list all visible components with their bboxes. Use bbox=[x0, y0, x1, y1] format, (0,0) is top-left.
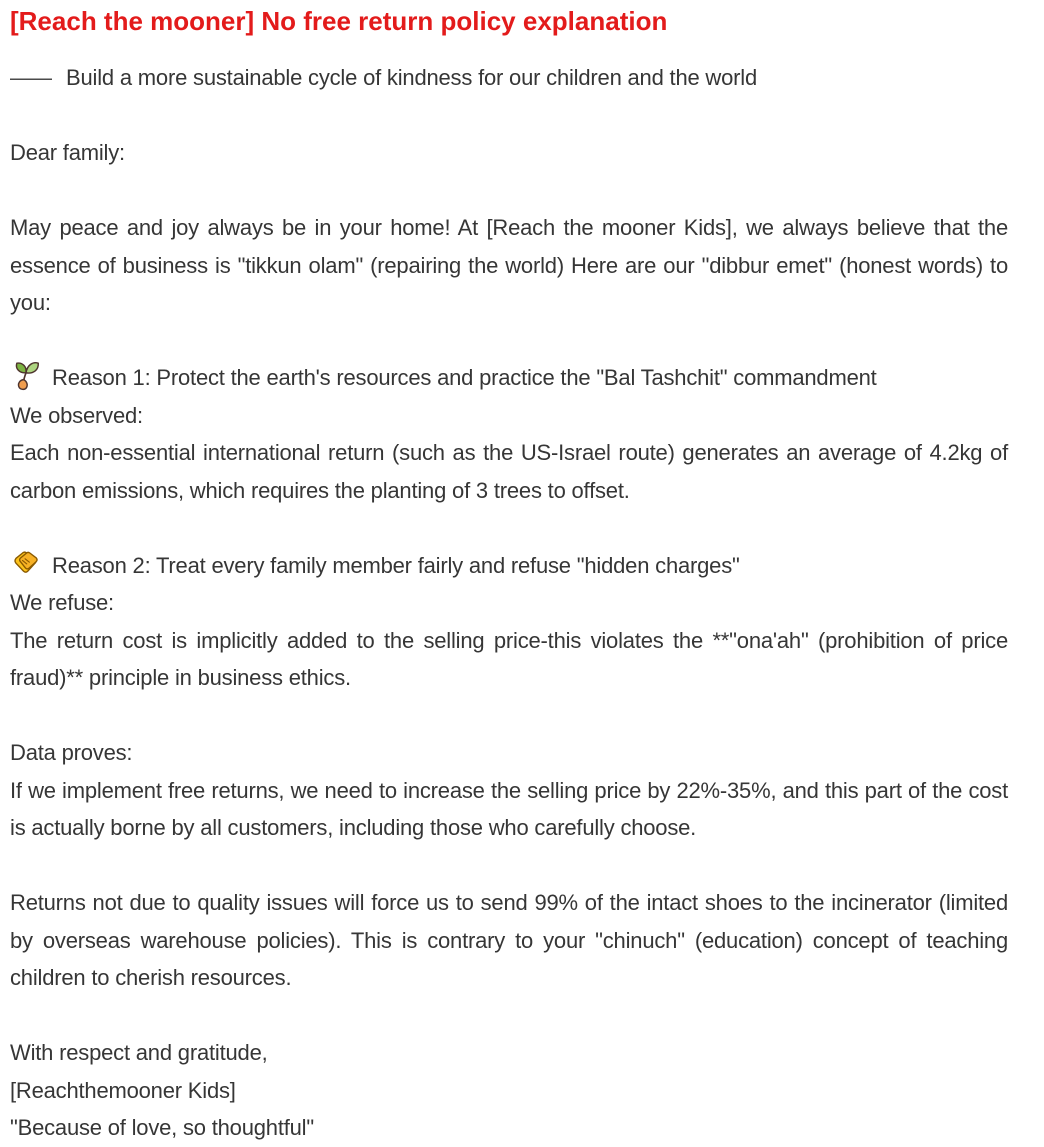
subtitle-line bbox=[10, 59, 1008, 97]
reason-2-section bbox=[10, 547, 1008, 697]
incinerator-paragraph: Returns not due to quality issues will force us to send 99% of the intact shoes to the incinerator (limited by overseas warehouse policies). This is contrary to your "chinuch" (education) concept of teaching children to cherish resources. bbox=[10, 890, 1008, 990]
closing-section bbox=[10, 1034, 1008, 1147]
reason-2-body: The return cost is implicitly added to the selling price-this violates the **"ona'ah" (prohibition of price fraud)** principle in business ethics. bbox=[10, 627, 1008, 690]
greeting: Dear family: bbox=[10, 140, 125, 165]
data-proof-body: If we implement free returns, we need to increase the selling price by 22%-35%, and this part of the cost is actually borne by all customers, including those who carefully choose. bbox=[10, 777, 1008, 840]
intro-paragraph: May peace and joy always be in your home! At [Reach the mooner Kids], we always believe that the essence of business is "tikkun olam" (repairing the world) Here are our "dibbur emet" (honest words) to you: bbox=[10, 215, 1008, 315]
subtitle-text: Build a more sustainable cycle of kindness for our children and the world bbox=[66, 65, 758, 90]
em-dash: —— bbox=[10, 65, 50, 90]
handshake-icon bbox=[10, 548, 41, 579]
seedling-icon bbox=[10, 360, 41, 391]
closing-signoff: With respect and gratitude, bbox=[10, 1040, 268, 1065]
data-proof-section bbox=[10, 734, 1008, 847]
reason-1-heading-text: Reason 1: Protect the earth's resources and practice the "Bal Tashchit" commandment bbox=[52, 365, 877, 390]
reason-1-section bbox=[10, 359, 1008, 509]
closing-brand: [Reachthemooner Kids] bbox=[10, 1077, 236, 1103]
reason-2-heading-text: Reason 2: Treat every family member fairly and refuse "hidden charges" bbox=[52, 552, 740, 578]
data-proof-label: Data proves: bbox=[10, 740, 133, 765]
closing-slogan: "Because of love, so thoughtful" bbox=[10, 1115, 314, 1140]
reason-1-label: We observed: bbox=[10, 402, 143, 428]
reason-1-body: Each non-essential international return (such as the US-Israel route) generates an average of 4.2kg of carbon emissions, which requires the planting of 3 trees to offset. bbox=[10, 440, 1008, 503]
reason-2-heading bbox=[10, 547, 1008, 585]
reason-1-heading bbox=[10, 359, 1008, 397]
document-title: [Reach the mooner] No free return policy explanation bbox=[10, 6, 668, 36]
reason-2-label: We refuse: bbox=[10, 590, 114, 615]
